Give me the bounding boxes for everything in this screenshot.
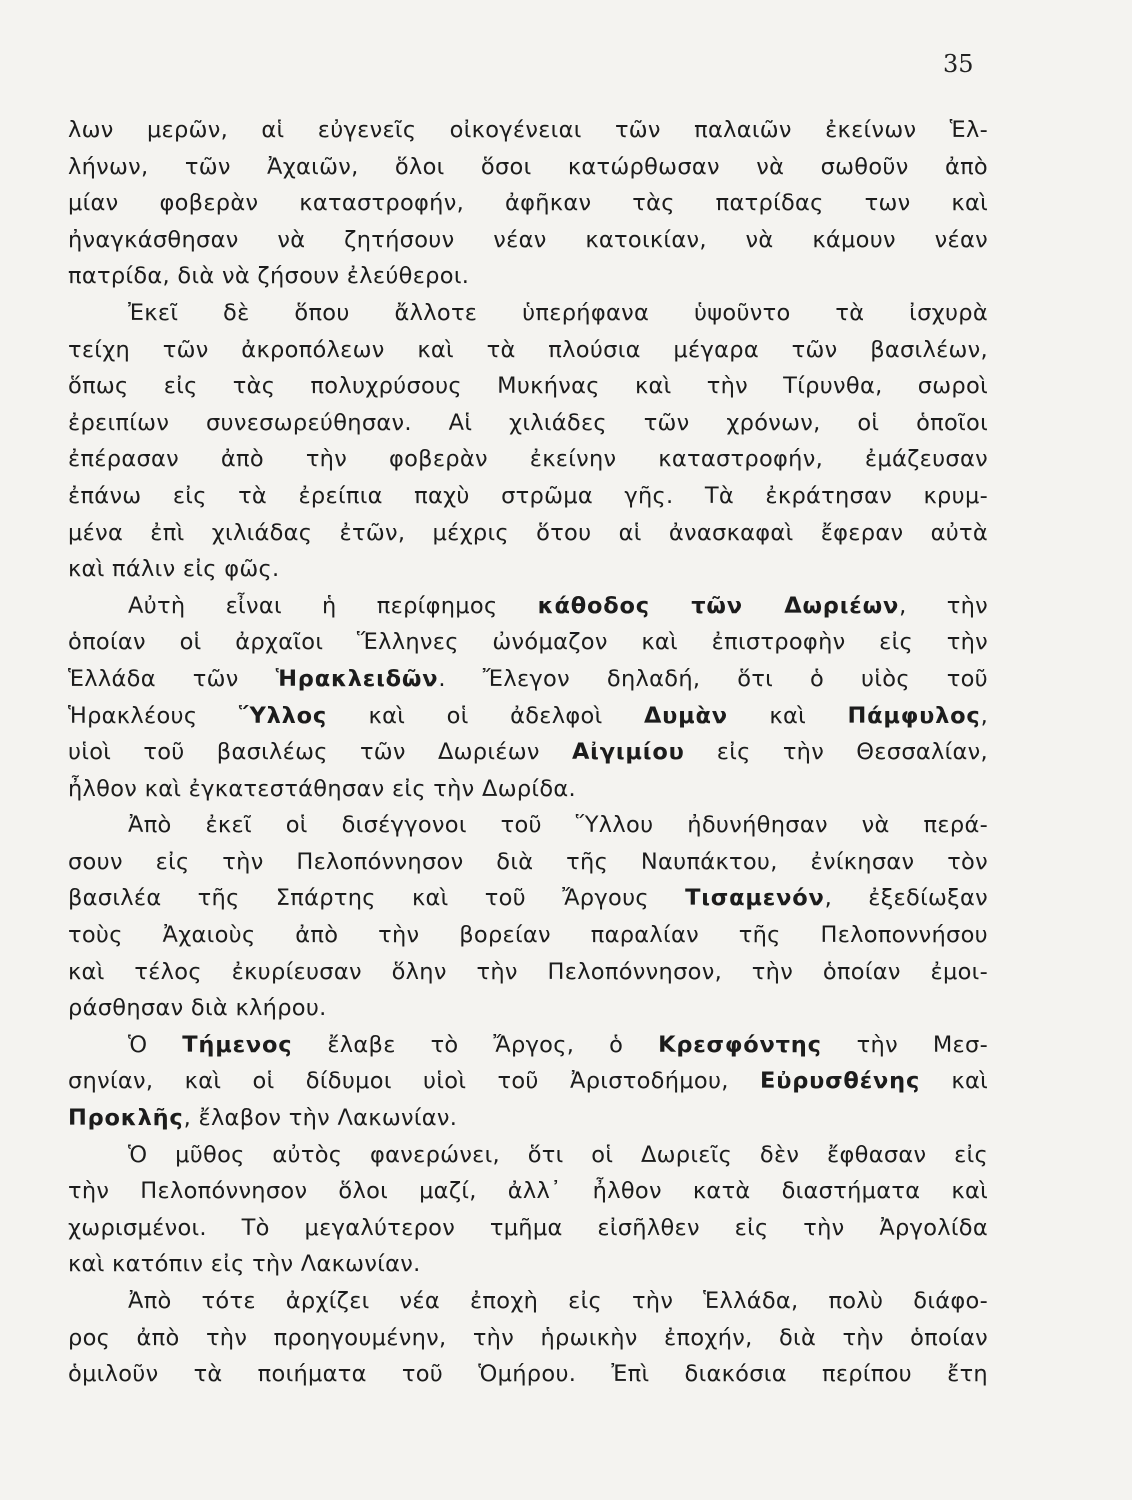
text-line: τὴν Πελοπόννησον ὅλοι μαζί, ἀλλ᾽ ἦλθον κατὰ διαστήματα καὶ	[68, 1178, 988, 1205]
bold-term: Προκλῆς	[68, 1105, 184, 1132]
text-line: μίαν φοβερὰν καταστροφήν, ἀφῆκαν τὰς πατρίδας των καὶ	[68, 190, 988, 217]
text-line: Αὐτὴ εἶναι ἡ περίφημος κάθοδος τῶν Δωριέων, τὴν	[128, 592, 988, 619]
text-line: ἦλθον καὶ ἐγκατεστάθησαν εἰς τὴν Δωρίδα.	[68, 775, 576, 802]
text-line: Ἐκεῖ δὲ ὅπου ἄλλοτε ὑπερήφανα ὑψοῦντο τὰ ἰσχυρὰ	[128, 299, 988, 326]
body-text	[68, 112, 988, 1393]
text-line: σηνίαν, καὶ οἱ δίδυμοι υἱοὶ τοῦ Ἀριστοδήμου, Εὐρυσθένης καὶ	[68, 1068, 988, 1095]
text-line: λήνων, τῶν Ἀχαιῶν, ὅλοι ὅσοι κατώρθωσαν νὰ σωθοῦν ἀπὸ	[68, 153, 988, 180]
bold-term: Ἡρακλειδῶν	[275, 665, 439, 692]
text-line: βασιλέα τῆς Σπάρτης καὶ τοῦ Ἄργους Τισαμενόν, ἐξεδίωξαν	[68, 885, 988, 912]
text-line: ὅπως εἰς τὰς πολυχρύσους Μυκήνας καὶ τὴν Τίρυνθα, σωροὶ	[68, 373, 988, 400]
text-line: ρος ἀπὸ τὴν προηγουμένην, τὴν ἡρωικὴν ἐποχήν, διὰ τὴν ὁποίαν	[68, 1324, 988, 1351]
text-line: τείχη τῶν ἀκροπόλεων καὶ τὰ πλούσια μέγαρα τῶν βασιλέων,	[68, 336, 988, 363]
bold-term: Εὐρυσθένης	[760, 1068, 921, 1095]
text-line: Ἀπὸ τότε ἀρχίζει νέα ἐποχὴ εἰς τὴν Ἑλλάδα, πολὺ διάφο-	[128, 1288, 988, 1314]
text-line: ὁμιλοῦν τὰ ποιήματα τοῦ Ὁμήρου. Ἐπὶ διακόσια περίπου ἔτη	[68, 1361, 988, 1388]
text-line: χωρισμένοι. Τὸ μεγαλύτερον τμῆμα εἰσῆλθεν εἰς τὴν Ἀργολίδα	[68, 1214, 988, 1241]
text-line: τοὺς Ἀχαιοὺς ἀπὸ τὴν βορείαν παραλίαν τῆς Πελοποννήσου	[68, 922, 988, 949]
text-line: καὶ πάλιν εἰς φῶς.	[68, 556, 280, 583]
text-line: Προκλῆς, ἔλαβον τὴν Λακωνίαν.	[68, 1105, 458, 1132]
text-line: καὶ τέλος ἐκυρίευσαν ὅλην τὴν Πελοπόννησον, τὴν ὁποίαν ἐμοι-	[68, 958, 988, 985]
text-line: σουν εἰς τὴν Πελοπόννησον διὰ τῆς Ναυπάκτου, ἐνίκησαν τὸν	[68, 848, 988, 875]
text-line: ράσθησαν διὰ κλήρου.	[68, 995, 327, 1022]
bold-term: Τισαμενόν	[685, 885, 825, 912]
bold-term: Τήμενος	[182, 1031, 293, 1058]
text-line: λων μερῶν, αἱ εὐγενεῖς οἰκογένειαι τῶν παλαιῶν ἐκείνων Ἑλ-	[68, 117, 988, 143]
text-line: μένα ἐπὶ χιλιάδας ἐτῶν, μέχρις ὅτου αἱ ἀνασκαφαὶ ἔφεραν αὐτὰ	[68, 519, 988, 546]
text-line: Ἀπὸ ἐκεῖ οἱ δισέγγονοι τοῦ Ὕλλου ἠδυνήθησαν νὰ περά-	[128, 812, 988, 839]
bold-term: Αἰγιμίου	[571, 739, 685, 766]
text-line: ἠναγκάσθησαν νὰ ζητήσουν νέαν κατοικίαν, νὰ κάμουν νέαν	[68, 226, 988, 253]
text-line: ἐπέρασαν ἀπὸ τὴν φοβερὰν ἐκείνην καταστροφήν, ἐμάζευσαν	[68, 446, 988, 473]
text-line: πατρίδα, διὰ νὰ ζήσουν ἐλεύθεροι.	[68, 263, 470, 290]
bold-term: κάθοδος τῶν Δωριέων	[537, 592, 900, 619]
text-line: ἐπάνω εἰς τὰ ἐρείπια παχὺ στρῶμα γῆς. Τὰ ἐκράτησαν κρυμ-	[68, 482, 988, 509]
bold-term: Κρεσφόντης	[658, 1031, 822, 1058]
bold-term: Ὕλλος	[238, 702, 328, 729]
text-line: ὁποίαν οἱ ἀρχαῖοι Ἕλληνες ὠνόμαζον καὶ ἐπιστροφὴν εἰς τὴν	[68, 629, 988, 656]
text-line: υἱοὶ τοῦ βασιλέως τῶν Δωριέων Αἰγιμίου εἰς τὴν Θεσσαλίαν,	[68, 739, 988, 766]
text-line: Ὁ μῦθος αὐτὸς φανερώνει, ὅτι οἱ Δωριεῖς δὲν ἔφθασαν εἰς	[128, 1141, 988, 1168]
bold-term: Δυμὰν	[643, 702, 728, 729]
text-line: Ἑλλάδα τῶν Ἡρακλειδῶν. Ἔλεγον δηλαδή, ὅτι ὁ υἱὸς τοῦ	[68, 665, 988, 692]
text-line: καὶ κατόπιν εἰς τὴν Λακωνίαν.	[68, 1251, 421, 1278]
bold-term: Πάμφυλος	[847, 702, 981, 729]
page-number: 35	[943, 50, 974, 78]
text-line: ἐρειπίων συνεσωρεύθησαν. Αἱ χιλιάδες τῶν χρόνων, οἱ ὁποῖοι	[68, 409, 988, 436]
text-line: Ὁ Τήμενος ἔλαβε τὸ Ἄργος, ὁ Κρεσφόντης τὴν Μεσ-	[128, 1031, 988, 1058]
text-line: Ἡρακλέους Ὕλλος καὶ οἱ ἀδελφοὶ Δυμὰν καὶ Πάμφυλος,	[68, 702, 989, 729]
